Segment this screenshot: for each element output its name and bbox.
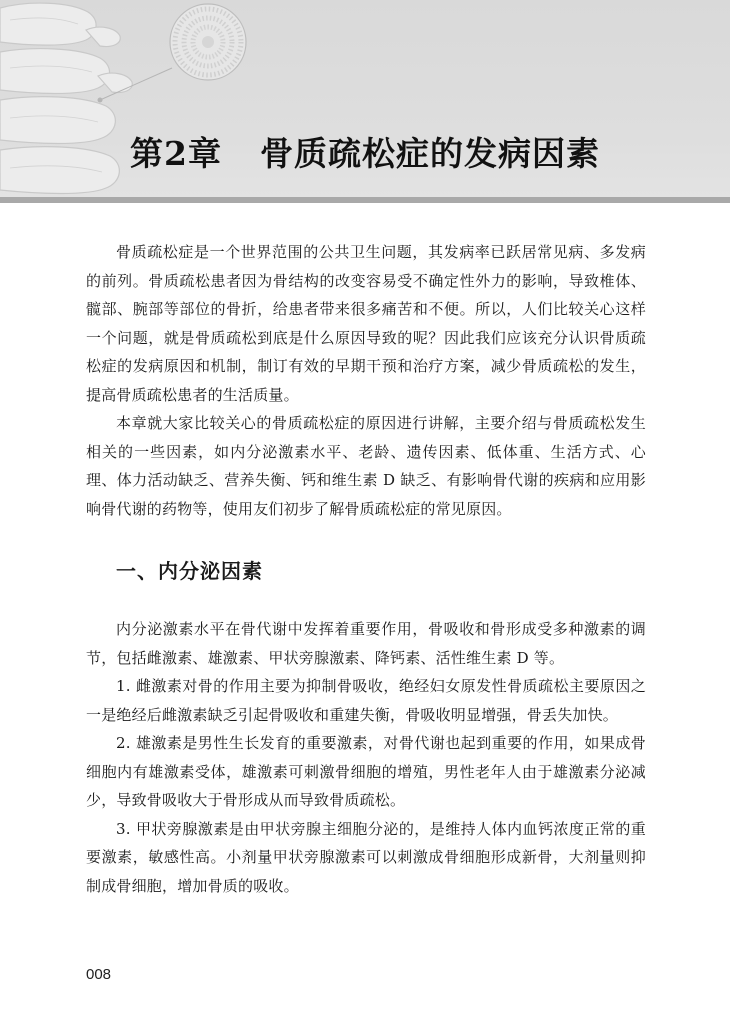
section-heading: 一、内分泌因素	[116, 559, 263, 583]
page-body	[86, 238, 646, 900]
chapter-number: 第2章	[130, 134, 222, 173]
section-paragraph: 内分泌激素水平在骨代谢中发挥着重要作用，骨吸收和骨形成受多种激素的调节，包括雌激素、雄激素、甲状旁腺激素、降钙素、活性维生素 D 等。	[86, 620, 646, 667]
section-paragraph: 1. 雌激素对骨的作用主要为抑制骨吸收，绝经妇女原发性骨质疏松主要原因之一是绝经后雌激素缺乏引起骨吸收和重建失衡，骨吸收明显增强，骨丢失加快。	[86, 677, 646, 724]
header-divider	[0, 197, 730, 203]
intro-paragraph: 骨质疏松症是一个世界范围的公共卫生问题，其发病率已跃居常见病、多发病的前列。骨质疏松患者因为骨结构的改变容易受不确定性外力的影响，导致椎体、髋部、腕部等部位的骨折，给患者带来很多痛苦和不便。所以，人们比较关心这样一个问题，就是骨质疏松到底是什么原因导致的呢？因此我们应该充分认识骨质疏松症的发病原因和机制，制订有效的早期干预和治疗方案，减少骨质疏松的发生，提高骨质疏松患者的生活质量。	[86, 243, 646, 404]
chapter-title-text: 骨质疏松症的发病因素	[259, 134, 600, 173]
page-number: 008	[86, 966, 112, 983]
intro-paragraph: 本章就大家比较关心的骨质疏松症的原因进行讲解，主要介绍与骨质疏松发生相关的一些因素，如内分泌激素水平、老龄、遗传因素、低体重、生活方式、心理、体力活动缺乏、营养失衡、钙和维生素 D 缺乏、有影响骨代谢的疾病和应用影响骨代谢的药物等，使用友们初步了解骨质疏松症的常见原因。	[86, 414, 646, 518]
chapter-title	[0, 128, 730, 175]
section-paragraph: 2. 雄激素是男性生长发育的重要激素，对骨代谢也起到重要的作用，如果成骨细胞内有雄激素受体，雄激素可刺激骨细胞的增殖，男性老年人由于雄激素分泌减少，导致骨吸收大于骨形成从而导致骨质疏松。	[86, 734, 646, 809]
section-paragraph: 3. 甲状旁腺激素是由甲状旁腺主细胞分泌的，是维持人体内血钙浓度正常的重要激素，敏感性高。小剂量甲状旁腺激素可以刺激成骨细胞形成新骨，大剂量则抑制成骨细胞，增加骨质的吸收。	[86, 819, 646, 895]
